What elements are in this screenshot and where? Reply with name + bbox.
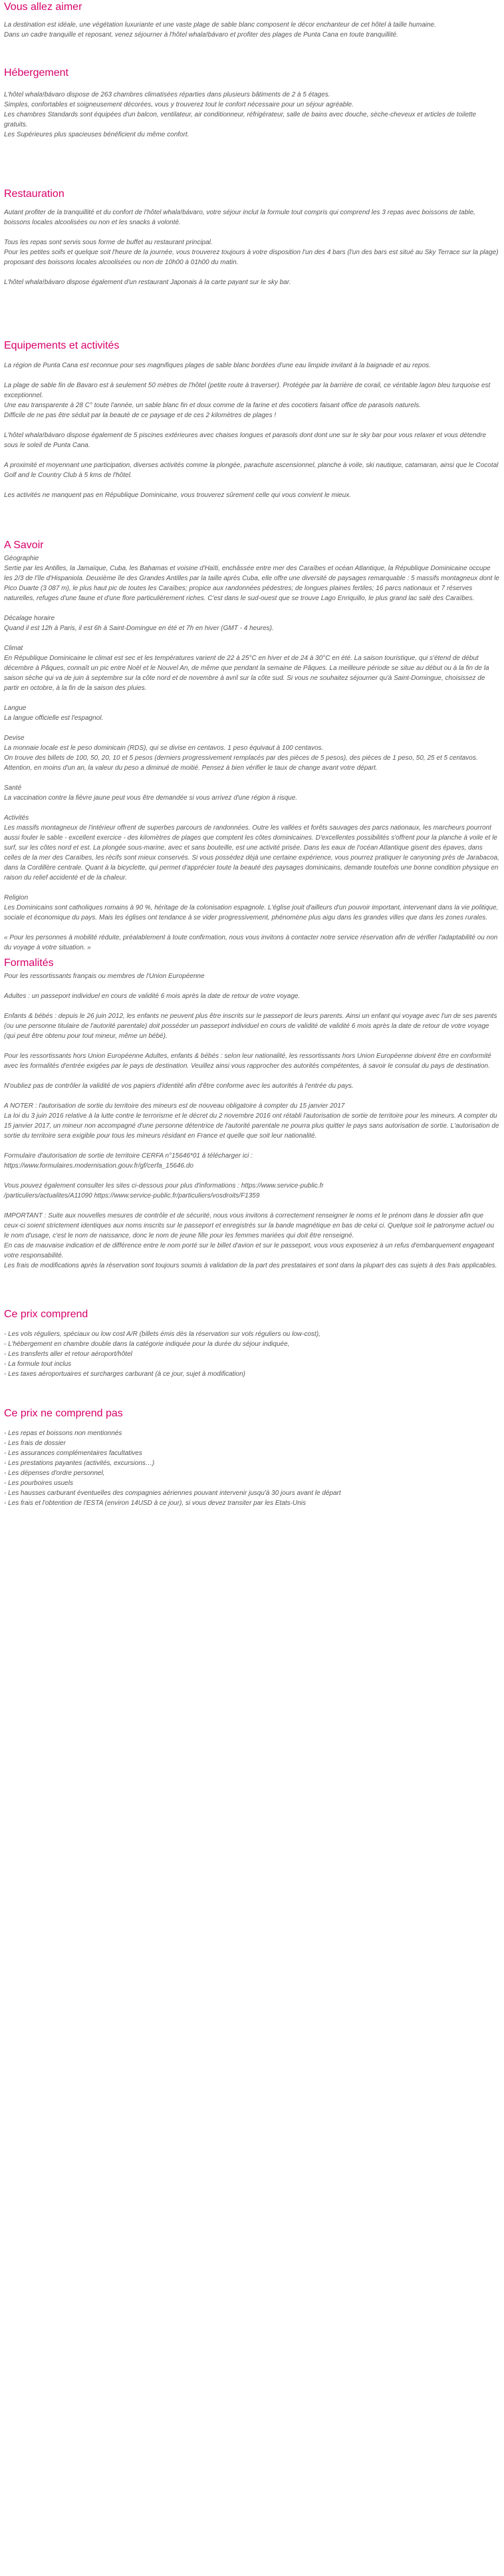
subheading-climat: Climat <box>4 645 23 652</box>
paragraph: Quand il est 12h à Paris, il est 6h à Saint-Domingue en été et 7h en hiver (GMT - 4 heures). <box>4 625 274 632</box>
section-title-equipements: Equipements et activités <box>4 340 120 351</box>
subheading-geographie: Géographie <box>4 555 39 562</box>
list-item: - Les transferts aller et retour aéroport/hôtel <box>4 1351 132 1358</box>
paragraph: Sertie par les Antilles, la Jamaïque, Cuba, les Bahamas et voisine d'Haïti, enchâssée entre mer des Caraïbes et océan Atlantique, la République Dominicaine occupe les 2/3 de l'île d'Hispaniola. Deuxième île des Grandes Antilles par la taille après Cuba, elle offre une diversité de paysages remarquable : 5 massifs montagneux dont le Pico Duarte (3 087 m), le plus haut pic de toutes les Caraïbes; propice aux randonnées pédestres; de longues plaines fertiles; 16 parcs nationaux et 7 réserves naturelles, refuges d'une faune et d'une flore particulièrement riches. C'est dans le sud-ouest que se trouve Lago Enriquillo, le plus grand lac salé des Caraïbes. <box>4 565 499 602</box>
section-title-restauration: Restauration <box>4 188 64 200</box>
section-title-vous-allez-aimer: Vous allez aimer <box>4 1 82 13</box>
list-item: - Les hausses carburant éventuelles des compagnies aériennes pouvant intervenir jusqu'à 30 jours avant le départ <box>4 1490 341 1497</box>
paragraph: « Pour les personnes à mobilité réduite, préalablement à toute confirmation, nous vous invitons à contacter notre service réservation afin de vérifier l'adaptabilité ou non du voyage à votre situation. » <box>4 934 498 951</box>
paragraph: Autant profiter de la tranquillité et du confort de l'hôtel whala!bávaro, votre séjour inclut la formule tout compris qui comprend les 3 repas avec boissons de table, boissons locales alcoolisées ou non et les snacks à volonté. <box>4 209 475 226</box>
paragraph: L'hôtel whala!bávaro dispose également d'un restaurant Japonais à la carte payant sur le sky bar. <box>4 279 291 286</box>
section-title-prix-ne-comprend: Ce prix ne comprend pas <box>4 1408 123 1419</box>
list-item: - La formule tout inclus <box>4 1361 72 1368</box>
subheading-activites: Activités <box>4 814 29 822</box>
paragraph: Adultes : un passeport individuel en cours de validité 6 mois après la date de retour de votre voyage. <box>4 993 301 1000</box>
paragraph: Dans un cadre tranquille et reposant, venez séjourner à l'hôtel whala!bávaro et profiter des plages de Punta Cana en toute tranquillité. <box>4 31 398 39</box>
section-title-prix-comprend: Ce prix comprend <box>4 1309 88 1320</box>
paragraph: L'hôtel whala!bávaro dispose également de 5 piscines extérieures avec chaises longues et parasols dont dont une sur le sky bar pour vous relaxer et vous détendre sous le soleil de Punta Cana. <box>4 432 487 449</box>
paragraph: Pour les ressortissants hors Union Européenne Adultes, enfants & bébés : selon leur nationalité, les ressortissants hors Union Européenne doivent être en conformité avec les formalités d'entrée exigées par le pays de destination. Veuillez ainsi vous rapprocher des autorités compétentes, à savoir le consulat du pays de destination. <box>4 1052 491 1070</box>
paragraph: A NOTER : l'autorisation de sortie du territoire des mineurs est de nouveau obligatoire à compter du 15 janvier 2017 La loi du 3 juin 2016 relative à la lutte contre le terrorisme et le décret du 2 novembre 2016 ont rétabli l'autorisation de sortie de territoire pour les mineurs. A compter du 15 janvier 2017, un mineur non accompagné d'une personne détentrice de l'autorité parentale ne pourra plus quitter le pays sans autorisation de sortie. L'autorisation de sortie du territoire sera exigible pour tous les mineurs résidant en France et quelle que soit leur nationalité. <box>4 1102 499 1140</box>
paragraph: IMPORTANT : Suite aux nouvelles mesures de contrôle et de sécurité, nous vous invitons à correctement renseigner le noms et le prénom dans le dossier afin que ceux-ci soient strictement identiques aux noms inscrits sur le passeport et enregistrés sur la bande magnétique en bas de celui ci. Quelque soit le patronyme actuel ou le nom d'usage, c'est le nom de naissance, donc le nom de jeune fille pour les femmes mariées qui doit être renseigné. En cas de mauvaise indication et de différence entre le nom porté sur le billet d'avion et sur le passeport, vous vous exposeriez à un refus d'embarquement engageant votre responsabilité. Les frais de modifications après la réservation sont toujours soumis à validation de la part des prestataires et sont dans la plupart des cas sujets à des frais applicables. <box>4 1212 497 1269</box>
subheading-langue: Langue <box>4 705 27 712</box>
paragraph: La région de Punta Cana est reconnue pour ses magnifiques plages de sable blanc bordées d'une eau limpide invitant à la baignade et au repos. <box>4 362 431 369</box>
page <box>0 1 504 1508</box>
paragraph: Tous les repas sont servis sous forme de buffet au restaurant principal. Pour les petites soifs et quelque soit l'heure de la journée, vous trouverez toujours à votre disposition l'un des 4 bars (l'un des bars est situé au Sky Terrace sur la plage) proposant des boissons locales alcoolisées ou non de 10h00 à 01h00 du matin. <box>4 239 499 266</box>
paragraph: L'hôtel whala!bávaro dispose de 263 chambres climatisées réparties dans plusieurs bâtiments de 2 à 5 étages. Simples, confortables et soigneusement décorées, vous y trouverez tout le confort nécessaire pour un séjour agréable. Les chambres Standards sont équipées d'un balcon, ventilateur, air conditionneur, réfrigérateur, salle de bains avec douche, sèche-cheveux et articles de toilette gratuits. Les Supérieures plus spacieuses bénéficient du même confort. <box>4 91 477 138</box>
paragraph: La plage de sable fin de Bavaro est à seulement 50 mètres de l'hôtel (petite route à traverser). Protégée par la barrière de corail, ce véritable lagon bleu turquoise est exceptionnel. Une eau transparente à 28 C° toute l'année, un sable blanc fin et doux comme de la farine et des cocotiers faisant office de parasols naturels. Difficile de ne pas être séduit par la beauté de ce paysage et de ces 2 kilomètres de plages ! <box>4 382 491 419</box>
section-title-hebergement: Hébergement <box>4 67 68 79</box>
section-title-formalites: Formalités <box>4 957 54 969</box>
paragraph: Enfants & bébés : depuis le 26 juin 2012, les enfants ne peuvent plus être inscrits sur le passeport de leurs parents. Ainsi un enfant qui voyage avec l'un de ses parents (ou une personne titulaire de l'autorité parentale) doit posséder un passeport individuel en cours de validité de validité 6 mois après la date de retour de votre voyage (qui peut être obtenu pour tout mineur, même un bébé). <box>4 1013 497 1040</box>
paragraph: A proximité et moyennant une participation, diverses activités comme la plongée, parachute ascensionnel, planche à voile, ski nautique, catamaran, ainsi que le Cocotal Golf and le Country Club à 5 kms de l'hôtel. <box>4 462 499 479</box>
list-item: - Les prestations payantes (activités, excursions…) <box>4 1460 155 1467</box>
paragraph: La monnaie locale est le peso dominicain (RDS), qui se divise en centavos. 1 peso équivaut à 100 centavos. On trouve des billets de 100, 50, 20, 10 et 5 pesos (derniers progressivement remplacés par des pièces de 5 pesos), des pièces de 1 peso, 50, 25 et 5 centavos. Attention, en moins d'un an, la valeur du peso a diminué de moitié. Pensez à bien vérifier le taux de change avant votre départ. <box>4 744 478 772</box>
paragraph: N'oubliez pas de contrôler la validité de vos papiers d'identité afin d'être conforme avec les autorités à l'entrée du pays. <box>4 1082 354 1090</box>
paragraph: Les Dominicains sont catholiques romains à 90 %, héritage de la colonisation espagnole. L'église jouit d'ailleurs d'un pouvoir important, intervenant dans la vie politique, sociale et économique du pays. Mais les églises ont tendance à se vider progressivement, phénomène plus aigu dans les grandes villes que dans les zones rurales. <box>4 904 499 921</box>
excluded-list <box>4 1428 500 1508</box>
paragraph: Vous pouvez également consulter les sites ci-dessous pour plus d'informations : https://www.service-public.fr /particuliers/actualites/A11090 https://www.service-public.fr/particuliers/vosdroits/F1359 <box>4 1182 324 1200</box>
subheading-sante: Santé <box>4 784 22 792</box>
paragraph: La vaccination contre la fièvre jaune peut vous être demandée si vous arrivez d'une région à risque. <box>4 794 298 802</box>
paragraph: Les massifs montagneux de l'intérieur offrent de superbes parcours de randonnées. Outre les vallées et forêts sauvages des parcs nationaux, les marcheurs pourront aussi fouler le sable - excellent exercice - des kilomètres de plages que comptent les côtes dominicaines. D'excellentes possibilités s'offrent pour la planche à voile et le surf, sur les côtes nord et est. La plongée sous-marine, avec et sans bouteille, est une activité prisée. Dans les eaux de l'océan Atlantique gisent des épaves, dans celles de la mer des Caraïbes, les récifs sont mieux conservés. Si vous possédez déjà une certaine expérience, vous pourrez pratiquer le canyoning près de Jarabacoa, dans la Cordillère centrale. Quant à la bicyclette, qui permet d'apprécier toute la beauté des paysages dominicains, demande toutefois une bonne condition physique en raison du relief accidenté et de la chaleur. <box>4 824 499 882</box>
list-item: - Les frais et l'obtention de l'ESTA (environ 14USD à ce jour), si vous devez transiter par les Etats-Unis <box>4 1500 307 1507</box>
list-item: - L'hébergement en chambre double dans la catégorie indiquée pour la durée du séjour indiquée, <box>4 1341 290 1348</box>
list-item: - Les assurances complémentaires facultatives <box>4 1450 142 1457</box>
paragraph: Formulaire d'autorisation de sortie de territoire CERFA n°15646*01 à télécharger ici : https://www.formulaires.modernisation.gouv.fr/gf/cerfa_15646.do <box>4 1152 253 1170</box>
paragraph: Pour les ressortissants français ou membres de l'Union Européenne <box>4 973 205 980</box>
included-list <box>4 1329 500 1379</box>
list-item: - Les frais de dossier <box>4 1440 66 1447</box>
paragraph: En République Dominicaine le climat est sec et les températures varient de 22 à 25°C en hiver et de 24 à 30°C en été. La saison touristique, qui s'étend de début décembre à Pâques, connaît un pic entre Noël et le Nouvel An, de même que pendant la semaine de Pâques. La meilleure période se situe au début ou à la fin de la saison sèche qui va de juin à septembre sur la côte nord et de novembre à avril sur la côte sud. Si vous ne souhaitez séjourner qu'à Saint-Domingue, choisissez de partir en octobre, à la fin de la saison des pluies. <box>4 655 489 692</box>
list-item: - Les dépenses d'ordre personnel, <box>4 1470 105 1477</box>
subheading-decalage-horaire: Décalage horaire <box>4 615 55 622</box>
list-item: - Les repas et boissons non mentionnés <box>4 1430 122 1437</box>
paragraph: Les activités ne manquent pas en République Dominicaine, vous trouverez sûrement celle qui vous convient le mieux. <box>4 492 351 499</box>
list-item: - Les vols réguliers, spéciaux ou low cost A/R (billets émis dès la réservation sur vols réguliers ou low-cost), <box>4 1331 320 1338</box>
paragraph: La destination est idéale, une végétation luxuriante et une vaste plage de sable blanc composent le décor enchanteur de cet hôtel à taille humaine. <box>4 21 436 29</box>
list-item: - Les pourboires usuels <box>4 1480 73 1487</box>
subheading-devise: Devise <box>4 734 25 742</box>
subheading-religion: Religion <box>4 894 29 901</box>
list-item: - Les taxes aéroportuaires et surcharges carburant (à ce jour, sujet à modification) <box>4 1370 245 1378</box>
paragraph: La langue officielle est l'espagnol. <box>4 715 104 722</box>
section-title-a-savoir: A Savoir <box>4 540 44 551</box>
